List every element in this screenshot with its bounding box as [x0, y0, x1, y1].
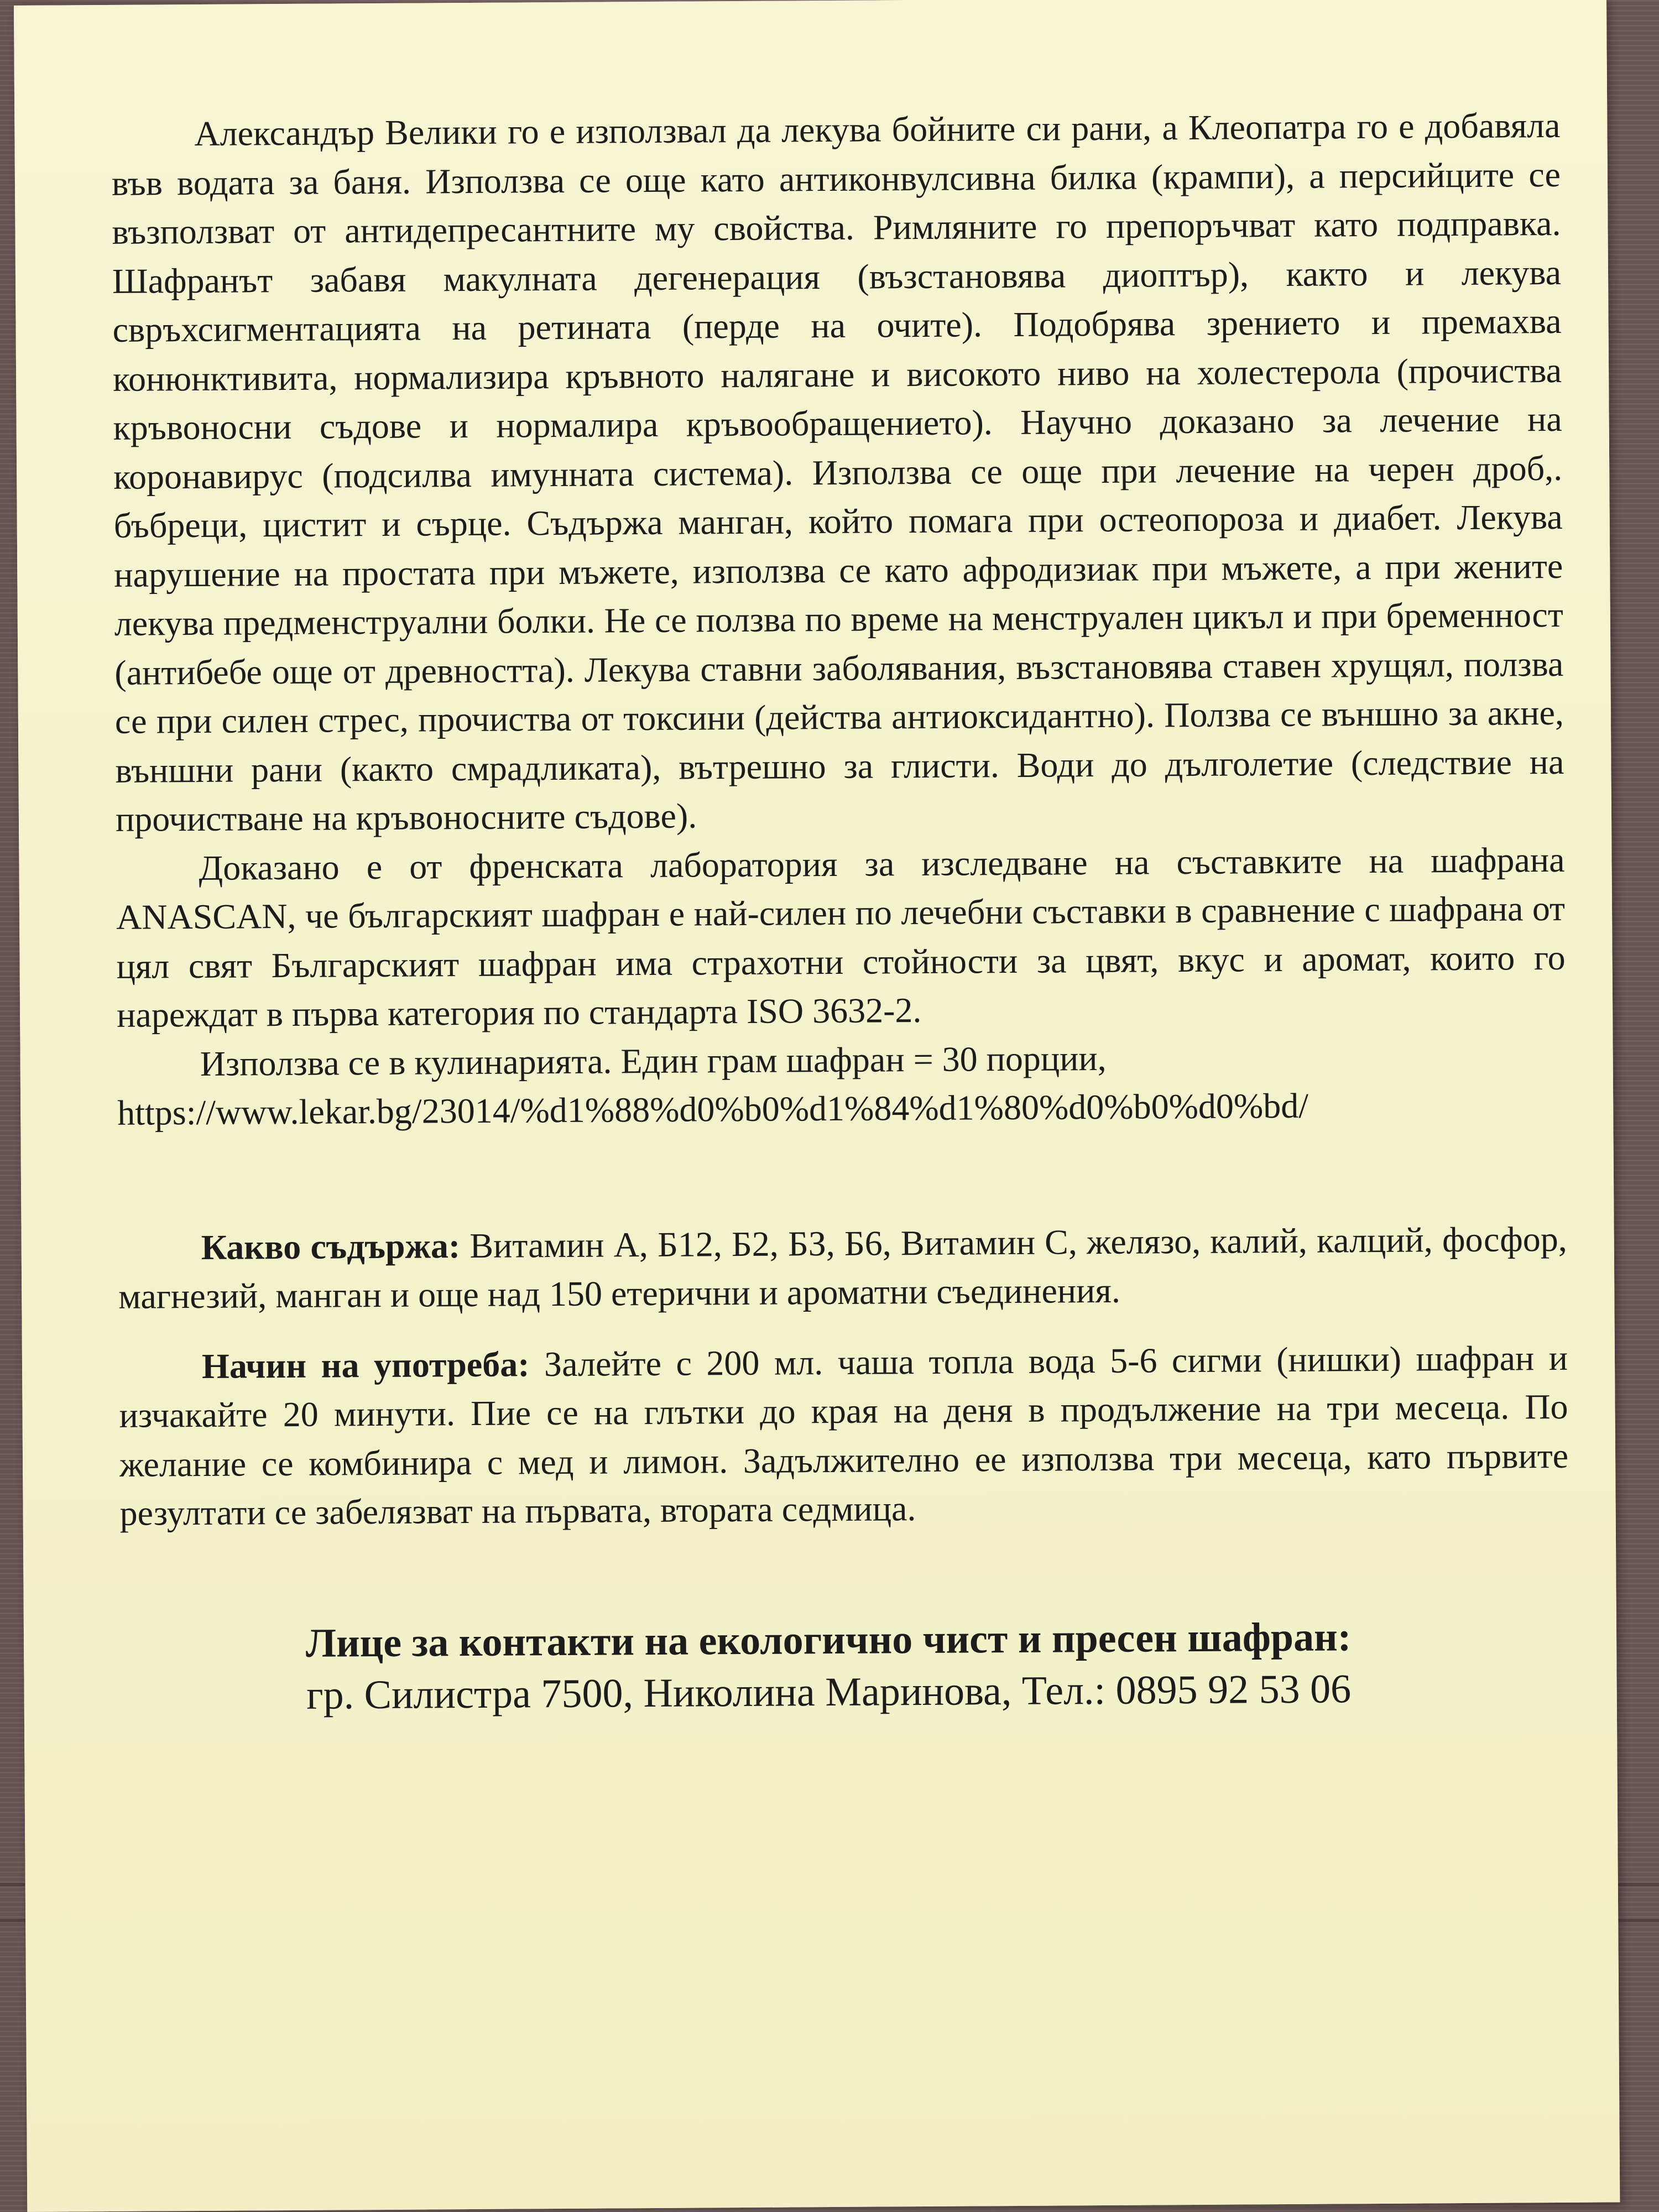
document-body: [111, 101, 1570, 1722]
history-paragraph: Александър Велики го е използвал да лекува бойните си рани, а Клеопатра го е добавяла във водата за баня. Използва се още като антиконвулсивна билка (крампи), а персийците се възползват от антидепресантните му свойства. Римляните го препоръчват като подправка. Шафранът забавя макулната дегенерация (възстановява диоптър), както и лекува свръхсигментацията на ретината (перде на очите). Подобрява зрението и премахва конюнктивита, нормализира кръвното налягане и високото ниво на холестерола (прочиства кръвоносни съдове и нормалира кръвообращението). Научно доказано за лечение на коронавирус (подсилва имунната система). Използва се още при лечение на черен дроб,. бъбреци, цистит и сърце. Съдържа манган, който помага при остеопороза и диабет. Лекува нарушение на простата при мъжете, използва се като афродизиак при мъжете, а при жените лекува предменструални болки. Не се ползва по време на менструален цикъл и при бременност (антибебе още от древността). Лекува ставни заболявания, възстановява ставен хрущял, ползва се при силен стрес, прочиства от токсини (действа антиоксидантно). Ползва се външно за акне, външни рани (както смрадликата), вътрешно за глисти. Води до дълголетие (следствие на прочистване на кръвоносните съдове).: [111, 105, 1564, 839]
contact-block: [151, 1610, 1506, 1722]
culinary-paragraph: Използва се в кулинарията. Един грам шафран = 30 порции,: [200, 1038, 1107, 1083]
contact-title: Лице за контакти на екологично чист и пресен шафран:: [305, 1614, 1352, 1666]
spacer: [118, 1129, 1567, 1223]
source-url: https://www.lekar.bg/23014/%d1%88%d0%b0%d1%84%d1%80%d0%b0%d0%bd/: [117, 1086, 1309, 1133]
paper-sheet: [14, 0, 1620, 2212]
contents-text: Витамин А, Б12, Б2, БЗ, Б6, Витамин С, желязо, калий, калций, фосфор, магнезий, манган и още над 150 етерични и ароматни съединения.: [118, 1219, 1567, 1316]
contents-section: [118, 1214, 1567, 1321]
usage-label: Начин на употреба:: [201, 1344, 530, 1386]
anascan-paragraph: Доказано е от френската лаборатория за изследване на съставките на шафрана ANASCAN, че българският шафран е най-силен по лечебни съставки в сравнение с шафрана от цял свят Българският шафран има страхотни стойности за цвят, вкус и аромат, които го нареждат в първа категория по стандарта ISO 3632-2.: [116, 839, 1566, 1035]
contact-details: гр. Силистра 7500, Николина Маринова, Тел.: 0895 92 53 06: [306, 1666, 1352, 1718]
usage-text: Залейте с 200 мл. чаша топла вода 5-6 сигми (нишки) шафран и изчакайте 20 минути. Пие се на глътки до края на деня в продължение на три месеца. По желание се комбинира с мед и лимон. Задължително ее използва три месеца, като първите резултати се забелязват на първата, втората седмица.: [119, 1338, 1569, 1533]
contents-label: Какво съдържа:: [201, 1225, 461, 1267]
usage-section: [119, 1333, 1569, 1538]
